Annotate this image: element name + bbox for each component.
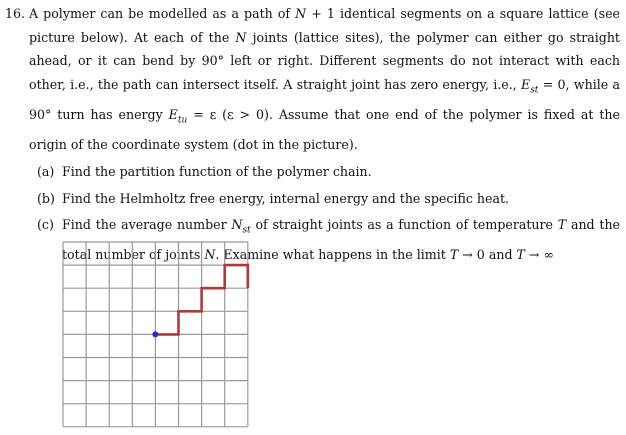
subquestion-text: Find the Helmholtz free energy, internal energy and the specific heat. (62, 190, 510, 206)
subquestion-a (0, 160, 626, 184)
subquestion-label: (a) (37, 164, 55, 180)
problem-16 (0, 2, 626, 267)
math-subscript: st (242, 225, 251, 236)
math-symbol: T (557, 217, 567, 233)
lattice-figure (62, 241, 250, 431)
math-symbol: T (449, 247, 459, 263)
subquestion-b (0, 187, 626, 211)
subquestion-label: (c) (37, 217, 54, 233)
subquestion-text: Find the partition function of the polymer chain. (62, 164, 372, 180)
math-symbol: N (204, 247, 216, 263)
math-subscript: st (530, 85, 539, 96)
math-symbol: E (168, 106, 178, 122)
math-symbol: N (295, 6, 307, 21)
math-subscript: tu (177, 115, 188, 126)
math-symbol: N (231, 217, 243, 233)
problem-intro-text: A polymer can be modelled as a path of N + 1 identical segments on a square lattice (see picture below). At each of the N joints (lattice sites), the polymer can either go straight ahead, or it can bend by 90° left or right. Different segments do not interact with each other, i.e., the path can intersect itself. A straight joint has zero energy, i.e., $E_{st} = 0$, while a 90° turn has energy $E_{tu} = \varepsilon$ (ε > 0). Assume that one end of the polymer is fixed at the origin of the coordinate system (dot in the picture). (29, 6, 621, 152)
subquestion-text: Find the average number $N_{st}$ of straight joints as a function of temperature T and the total number of joints N. Examine what happens in the limit T → 0 and T → ∞ (62, 217, 621, 263)
math-symbol: T (516, 247, 525, 263)
origin-dot (152, 331, 158, 337)
subquestion-label: (b) (37, 190, 55, 206)
problem-statement (0, 2, 626, 156)
math-symbol: E (520, 76, 531, 92)
math-symbol: N (235, 29, 247, 45)
lattice-diagram (62, 241, 250, 431)
problem-number: 16. (5, 6, 26, 21)
